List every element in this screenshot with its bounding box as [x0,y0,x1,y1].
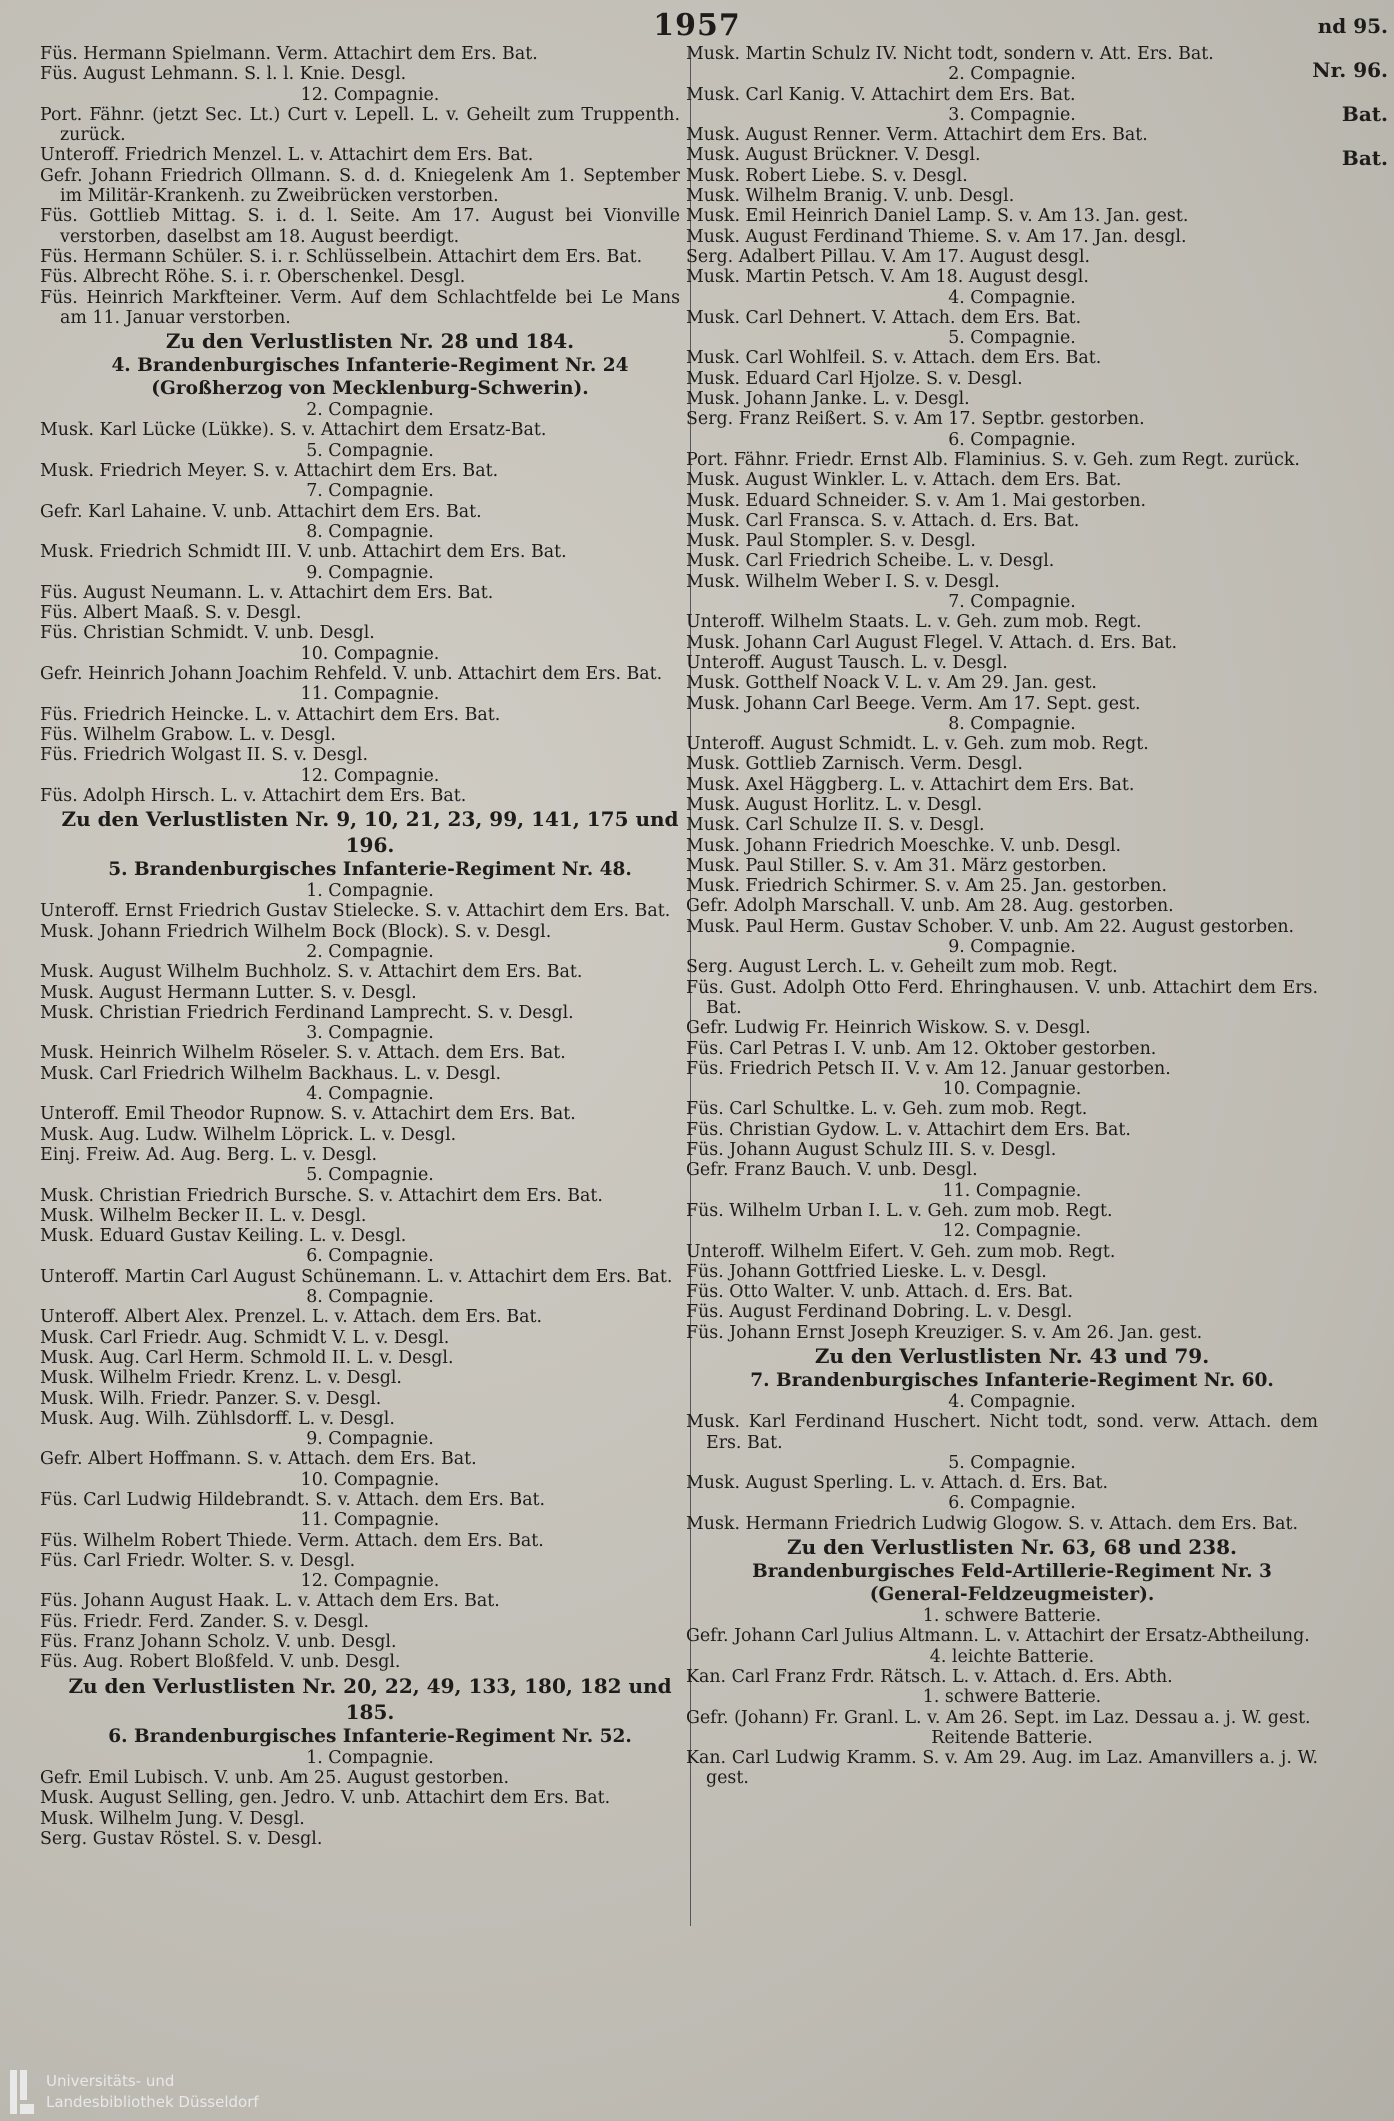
entry: Musk. Friedrich Schmidt III. V. unb. Attachirt dem Ers. Bat. [40,542,567,563]
entry: Füs. Carl Ludwig Hildebrandt. S. v. Attach. dem Ers. Bat. [40,1490,546,1510]
entry: Musk. Johann Janke. L. v. Desgl. [686,389,970,410]
company-heading: 4. Compagnie. [948,287,1076,308]
entry: Musk. Carl Fransca. S. v. Attach. d. Ers. Bat. [686,510,1080,531]
entry: Füs. Friedrich Wolgast II. S. v. Desgl. [40,745,368,766]
entry: Füs. Johann August Haak. L. v. Attach dem Ers. Bat. [40,1591,500,1612]
entry: Gefr. Ludwig Fr. Heinrich Wiskow. S. v. Desgl. [686,1018,1091,1039]
entry: Serg. Franz Reißert. S. v. Am 17. Septbr. gestorben. [686,409,1145,430]
entry: Musk. Friedrich Schirmer. S. v. Am 25. Jan. gestorben. [686,876,1167,897]
entry: Füs. Carl Petras I. V. unb. Am 12. Oktober gestorben. [686,1038,1157,1059]
loss-list-heading: Zu den Verlustlisten Nr. 20, 22, 49, 133, 180, 182 und 185. [68,1673,672,1724]
company-heading: 5. Compagnie. [306,440,434,461]
company-heading: 12. Compagnie. [942,1221,1082,1242]
entry: Füs. Hermann Schüler. S. i. r. Schlüsselbein. Attachirt dem Ers. Bat. [40,246,643,267]
entry: Musk. Aug. Ludw. Wilhelm Löprick. L. v. Desgl. [40,1124,457,1145]
entry: Füs. Friedrich Heincke. L. v. Attachirt dem Ers. Bat. [40,704,501,725]
entry: Einj. Freiw. Ad. Aug. Berg. L. v. Desgl. [40,1144,378,1165]
company-heading: 1. schwere Batterie. [922,1606,1102,1627]
entry: Gefr. (Johann) Fr. Granl. L. v. Am 26. Sept. im Laz. Dessau a. j. W. gest. [686,1707,1311,1728]
entry: Unteroff. August Tausch. L. v. Desgl. [686,652,1008,673]
entry: Musk. Wilhelm Becker II. L. v. Desgl. [40,1205,367,1226]
entry: Musk. Wilhelm Weber I. S. v. Desgl. [686,571,1000,592]
entry: Füs. Aug. Robert Bloßfeld. V. unb. Desgl. [40,1652,401,1673]
company-heading: 7. Compagnie. [948,592,1076,613]
entry: Füs. Wilhelm Robert Thiede. Verm. Attach. dem Ers. Bat. [40,1530,544,1551]
entry: Füs. Gust. Adolph Otto Ferd. Ehringhausen. V. unb. Attachirt dem Ers. Bat. [686,977,1318,1018]
regiment-heading: 7. Brandenburgisches Infanterie-Regiment Nr. 60. [750,1370,1274,1391]
entry: Unteroff. Emil Theodor Rupnow. S. v. Attachirt dem Ers. Bat. [40,1104,576,1125]
company-heading: 12. Compagnie. [300,1571,440,1592]
company-heading: 12. Compagnie. [300,765,440,786]
regiment-heading: 5. Brandenburgisches Infanterie-Regiment Nr. 48. [108,859,632,881]
entry: Füs. August Neumann. L. v. Attachirt dem Ers. Bat. [40,582,494,603]
entry: Musk. August Winkler. L. v. Attach. dem Ers. Bat. [686,470,1122,491]
entry: Musk. Johann Carl Beege. Verm. Am 17. Sept. gest. [686,693,1141,714]
regiment-heading: 4. Brandenburgisches Infanterie-Regiment Nr. 24 (Großherzog von Mecklenburg-Schwerin). [111,355,629,400]
company-heading: 6. Compagnie. [948,1493,1076,1514]
entry: Musk. August Selling, gen. Jedro. V. unb. Attachirt dem Ers. Bat. [40,1788,611,1809]
entry: Füs. Carl Friedr. Wolter. S. v. Desgl. [40,1550,356,1571]
company-heading: 7. Compagnie. [306,481,434,502]
entry: Musk. Friedrich Meyer. S. v. Attachirt dem Ers. Bat. [40,461,499,482]
entry: Unteroff. Albert Alex. Prenzel. L. v. Attach. dem Ers. Bat. [40,1307,543,1328]
entry: Kan. Carl Franz Frdr. Rätsch. L. v. Attach. d. Ers. Abth. [686,1666,1173,1687]
entry: Gefr. Johann Friedrich Ollmann. S. d. d. Kniegelenk Am 1. September im Militär-Krankenh. zu Zweibrücken verstorben. [40,165,680,207]
entry: Füs. Wilhelm Urban I. L. v. Geh. zum mob. Regt. [686,1200,1113,1221]
company-heading: 9. Compagnie. [306,562,434,583]
company-heading: 11. Compagnie. [300,684,440,705]
entry: Füs. Friedr. Ferd. Zander. S. v. Desgl. [40,1611,370,1632]
entry: Musk. Emil Heinrich Daniel Lamp. S. v. Am 13. Jan. gest. [686,206,1189,227]
entry: Füs. Otto Walter. V. unb. Attach. d. Ers. Bat. [686,1282,1074,1303]
entry: Füs. Johann August Schulz III. S. v. Desgl. [686,1140,1057,1161]
entry: Serg. Gustav Röstel. S. v. Desgl. [40,1828,323,1849]
entry: Musk. Carl Friedrich Scheibe. L. v. Desgl. [686,551,1055,572]
company-heading: 2. Compagnie. [306,941,434,962]
loss-list-heading: Zu den Verlustlisten Nr. 43 und 79. [814,1344,1210,1368]
entry: Gefr. Albert Hoffmann. S. v. Attach. dem Ers. Bat. [40,1449,477,1470]
corner-fragment-4: Bat. [1341,146,1388,170]
entry: Musk. Wilhelm Jung. V. Desgl. [40,1808,305,1829]
company-heading: 6. Compagnie. [306,1246,434,1267]
entry: Musk. Carl Wohlfeil. S. v. Attach. dem Ers. Bat. [686,348,1102,369]
entry: Füs. August Ferdinand Dobring. L. v. Desgl. [686,1302,1073,1323]
company-heading: 2. Compagnie. [306,400,434,421]
entry: Füs. Heinrich Markfteiner. Verm. Auf dem Schlachtfelde bei Le Mans am 11. Januar verstorben. [40,287,680,328]
entry: Musk. Gottlieb Zarnisch. Verm. Desgl. [686,754,1023,775]
entry: Füs. Albert Maaß. S. v. Desgl. [40,603,302,624]
entry: Füs. Carl Schultke. L. v. Geh. zum mob. Regt. [686,1099,1088,1120]
company-heading: 8. Compagnie. [948,713,1076,734]
corner-fragment-2: Nr. 96. [1312,58,1388,82]
entry: Füs. August Lehmann. S. l. l. Knie. Desgl. [40,64,407,85]
entry: Musk. Aug. Wilh. Zühlsdorff. L. v. Desgl. [40,1408,395,1429]
entry: Gefr. Emil Lubisch. V. unb. Am 25. August gestorben. [40,1767,510,1788]
entry: Musk. Gotthelf Noack V. L. v. Am 29. Jan. gest. [686,673,1097,694]
entry: Serg. Adalbert Pillau. V. Am 17. August desgl. [686,246,1091,267]
company-heading: 8. Compagnie. [306,521,434,542]
entry: Musk. Robert Liebe. S. v. Desgl. [686,165,968,186]
company-heading: 8. Compagnie. [306,1287,434,1308]
company-heading: 5. Compagnie. [948,328,1076,349]
entry: Gefr. Heinrich Johann Joachim Rehfeld. V. unb. Attachirt dem Ers. Bat. [40,664,663,685]
company-heading: 11. Compagnie. [300,1510,440,1531]
entry: Gefr. Adolph Marschall. V. unb. Am 28. Aug. gestorben. [686,896,1174,917]
company-heading: 5. Compagnie. [306,1165,434,1186]
company-heading: 1. schwere Batterie. [922,1687,1102,1708]
company-heading: 5. Compagnie. [948,1452,1076,1473]
entry: Gefr. Karl Lahaine. V. unb. Attachirt dem Ers. Bat. [40,501,482,522]
entry: Füs. Hermann Spielmann. Verm. Attachirt dem Ers. Bat. [40,44,538,64]
company-heading: 6. Compagnie. [948,429,1076,450]
left-column [40,44,680,1849]
entry: Füs. Albrecht Röhe. S. i. r. Oberschenkel. Desgl. [40,267,466,288]
company-heading: 4. leichte Batterie. [929,1646,1095,1667]
entry: Füs. Friedrich Petsch II. V. v. Am 12. Januar gestorben. [686,1058,1171,1079]
company-heading: 10. Compagnie. [300,1469,440,1490]
entry: Unteroff. Friedrich Menzel. L. v. Attachirt dem Ers. Bat. [40,145,534,166]
entry: Musk. Hermann Friedrich Ludwig Glogow. S. v. Attach. dem Ers. Bat. [686,1513,1299,1534]
entry: Kan. Carl Ludwig Kramm. S. v. Am 29. Aug. im Laz. Amanvillers a. j. W. gest. [686,1748,1318,1789]
corner-fragment-3: Bat. [1341,102,1388,126]
entry: Füs. Wilhelm Grabow. L. v. Desgl. [40,724,336,745]
company-heading: 2. Compagnie. [948,64,1076,85]
entry: Füs. Johann Ernst Joseph Kreuziger. S. v. Am 26. Jan. gest. [686,1322,1203,1343]
library-logo-icon [8,2068,36,2116]
entry: Musk. Karl Lücke (Lükke). S. v. Attachirt dem Ersatz-Bat. [40,420,547,441]
loss-list-heading: Zu den Verlustlisten Nr. 63, 68 und 238. [786,1535,1238,1560]
entry: Musk. Eduard Carl Hjolze. S. v. Desgl. [686,368,1023,389]
entry: Musk. Paul Stompler. S. v. Desgl. [686,531,976,552]
entry: Port. Fähnr. (jetzt Sec. Lt.) Curt v. Lepell. L. v. Geheilt zum Truppenth. zurück. [40,104,680,146]
company-heading: 3. Compagnie. [948,104,1076,125]
entry: Port. Fähnr. Friedr. Ernst Alb. Flaminius. S. v. Geh. zum Regt. zurück. [686,449,1300,470]
company-heading: 3. Compagnie. [306,1023,434,1044]
entry: Musk. Eduard Schneider. S. v. Am 1. Mai gestorben. [686,490,1147,511]
entry: Musk. Heinrich Wilhelm Röseler. S. v. Attach. dem Ers. Bat. [40,1043,566,1064]
corner-fragment-1: nd 95. [1317,14,1388,38]
library-name-line1: Universitäts- und [46,2072,175,2090]
entry: Musk. Johann Friedrich Wilhelm Bock (Block). S. v. Desgl. [40,921,552,942]
entry: Füs. Christian Gydow. L. v. Attachirt dem Ers. Bat. [686,1119,1131,1140]
entry: Musk. August Sperling. L. v. Attach. d. Ers. Bat. [686,1473,1109,1494]
entry: Musk. August Hermann Lutter. S. v. Desgl. [40,982,417,1003]
entry: Musk. Axel Häggberg. L. v. Attachirt dem Ers. Bat. [686,774,1135,795]
entry: Musk. Christian Friedrich Ferdinand Lamprecht. S. v. Desgl. [40,1002,574,1023]
loss-list-heading: Zu den Verlustlisten Nr. 28 und 184. [165,329,575,354]
entry: Füs. Johann Gottfried Lieske. L. v. Desgl. [686,1261,1047,1282]
entry: Musk. Aug. Carl Herm. Schmold II. L. v. Desgl. [40,1347,454,1368]
entry: Unteroff. Ernst Friedrich Gustav Stielecke. S. v. Attachirt dem Ers. Bat. [40,901,671,922]
entry: Musk. Carl Friedrich Wilhelm Backhaus. L. v. Desgl. [40,1063,502,1084]
library-watermark [8,2068,328,2118]
entry: Gefr. Franz Bauch. V. unb. Desgl. [686,1160,978,1181]
entry: Unteroff. Martin Carl August Schünemann. L. v. Attachirt dem Ers. Bat. [40,1266,673,1287]
entry: Unteroff. Wilhelm Staats. L. v. Geh. zum mob. Regt. [686,612,1142,633]
entry: Füs. Christian Schmidt. V. unb. Desgl. [40,623,375,644]
entry: Musk. August Renner. Verm. Attachirt dem Ers. Bat. [686,125,1148,146]
regiment-heading: 6. Brandenburgisches Infanterie-Regiment Nr. 52. [108,1725,632,1747]
entry: Musk. Carl Kanig. V. Attachirt dem Ers. Bat. [686,84,1076,105]
company-heading: 10. Compagnie. [300,643,440,664]
entry: Musk. Johann Carl August Flegel. V. Attach. d. Ers. Bat. [686,632,1178,653]
entry: Füs. Franz Johann Scholz. V. unb. Desgl. [40,1632,397,1653]
company-heading: 9. Compagnie. [306,1429,434,1450]
entry: Füs. Adolph Hirsch. L. v. Attachirt dem Ers. Bat. [40,785,467,806]
right-column [686,44,1318,1789]
company-heading: 12. Compagnie. [300,84,440,105]
entry: Musk. Paul Herm. Gustav Schober. V. unb. Am 22. August gestorben. [686,916,1295,937]
entry: Musk. Carl Friedr. Aug. Schmidt V. L. v. Desgl. [40,1327,450,1348]
company-heading: 9. Compagnie. [948,937,1076,958]
entry: Gefr. Johann Carl Julius Altmann. L. v. Attachirt der Ersatz-Abtheilung. [686,1626,1310,1647]
library-name-line2: Landesbibliothek Düsseldorf [46,2093,259,2111]
company-heading: 4. Compagnie. [948,1392,1076,1412]
entry: Musk. August Wilhelm Buchholz. S. v. Attachirt dem Ers. Bat. [40,962,583,983]
entry: Musk. Wilhelm Branig. V. unb. Desgl. [686,186,1015,207]
loss-list-heading: Zu den Verlustlisten Nr. 9, 10, 21, 23, 99, 141, 175 und 196. [61,807,679,858]
entry: Füs. Gottlieb Mittag. S. i. d. l. Seite. Am 17. August bei Vionville verstorben, daselbst am 18. August beerdigt. [40,206,680,247]
entry: Unteroff. August Schmidt. L. v. Geh. zum mob. Regt. [686,734,1149,755]
entry: Musk. Martin Petsch. V. Am 18. August desgl. [686,267,1089,288]
entry: Musk. Carl Dehnert. V. Attach. dem Ers. Bat. [686,307,1082,328]
entry: Musk. Paul Stiller. S. v. Am 31. März gestorben. [686,855,1107,876]
entry: Musk. Wilhelm Friedr. Krenz. L. v. Desgl. [40,1368,402,1389]
entry: Unteroff. Wilhelm Eifert. V. Geh. zum mob. Regt. [686,1241,1116,1262]
entry: Musk. August Brückner. V. Desgl. [686,145,981,166]
company-heading: 11. Compagnie. [942,1180,1082,1201]
entry: Musk. Martin Schulz IV. Nicht todt, sondern v. Att. Ers. Bat. [686,44,1214,64]
entry: Musk. Wilh. Friedr. Panzer. S. v. Desgl. [40,1388,382,1409]
company-heading: 10. Compagnie. [942,1079,1082,1100]
entry: Musk. Eduard Gustav Keiling. L. v. Desgl. [40,1226,407,1247]
entry: Musk. Christian Friedrich Bursche. S. v. Attachirt dem Ers. Bat. [40,1185,603,1206]
company-heading: 1. Compagnie. [306,1747,434,1768]
entry: Musk. August Ferdinand Thieme. S. v. Am 17. Jan. desgl. [686,226,1187,247]
company-heading: 1. Compagnie. [306,881,434,902]
page-number: 1957 [653,8,741,43]
company-heading: Reitende Batterie. [931,1727,1093,1748]
company-heading: 4. Compagnie. [306,1084,434,1105]
entry: Musk. Johann Friedrich Moeschke. V. unb. Desgl. [686,835,1122,856]
entry: Musk. Karl Ferdinand Huschert. Nicht todt, sond. verw. Attach. dem Ers. Bat. [686,1412,1318,1453]
regiment-heading: Brandenburgisches Feld-Artillerie-Regiment Nr. 3 (General-Feldzeugmeister). [752,1561,1272,1606]
entry: Serg. August Lerch. L. v. Geheilt zum mob. Regt. [686,957,1118,978]
entry: Musk. August Horlitz. L. v. Desgl. [686,794,983,815]
entry: Musk. Carl Schulze II. S. v. Desgl. [686,815,985,836]
